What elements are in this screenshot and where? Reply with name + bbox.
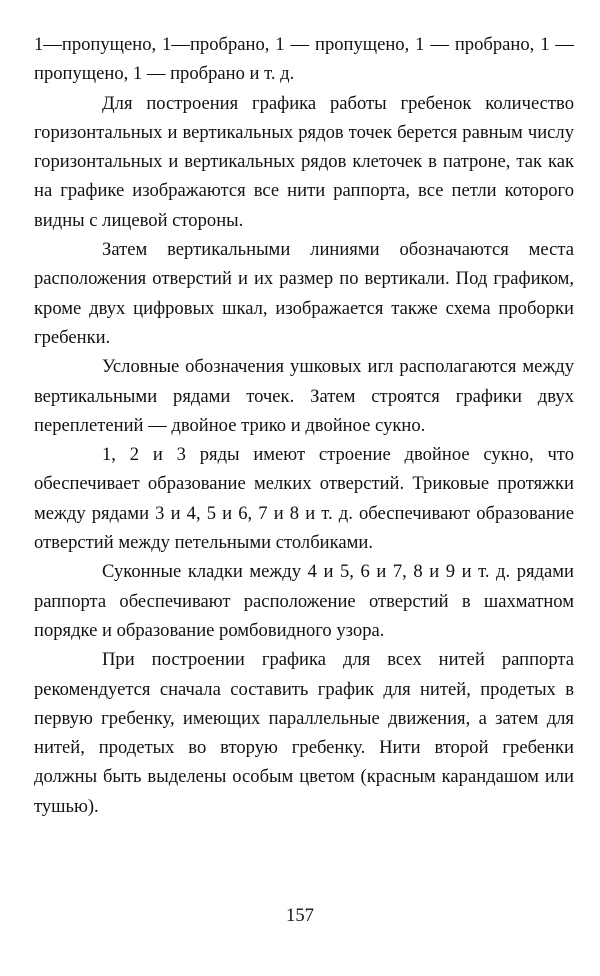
paragraph-continuation: 1—пропущено, 1—пробрано, 1 — пропущено, 1 — пробрано, 1 — пропущено, 1 — пробрано и т. д. — [34, 34, 574, 85]
paragraph-rows-structure: 1, 2 и 3 ряды имеют строение двойное сукно, что обеспечивает образование мелких отверстий. Триковые протяжки между рядами 3 и 4, 5 и 6, 7 и 8 и т. д. обеспечивают образование отверстий между петельными столбиками. — [34, 444, 574, 554]
paragraph-recommendation: При построении графика для всех нитей раппорта рекомендуется сначала составить график для нитей, продетых в первую гребенку, имеющих параллельные движения, а затем для нитей, продетых во вторую гребенку. Нити второй гребенки должны быть выделены особым цветом (красным карандашом или тушью). — [34, 649, 574, 817]
paragraph-cloth-laps: Суконные кладки между 4 и 5, 6 и 7, 8 и 9 и т. д. рядами раппорта обеспечивают расположение отверстий в шахматном порядке и образование ромбовидного узора. — [34, 561, 574, 641]
paragraph-graph-construction: Для построения графика работы гребенок количество горизонтальных и вертикальных рядов точек берется равным числу горизонтальных и вертикальных рядов клеточек в патроне, так как на графике изображаются все нити раппорта, все петли которого видны с лицевой стороны. — [34, 92, 574, 231]
page-body — [34, 30, 574, 821]
paragraph-needle-symbols: Условные обозначения ушковых игл располагаются между вертикальными рядами точек. Затем строятся графики двух переплетений — двойное трико и двойное сукно. — [34, 356, 574, 436]
paragraph-vertical-lines: Затем вертикальными линиями обозначаются места расположения отверстий и их размер по вертикали. Под графиком, кроме двух цифровых шкал, изображается также схема проборки гребенки. — [34, 239, 574, 348]
page-number: 157 — [286, 905, 314, 926]
